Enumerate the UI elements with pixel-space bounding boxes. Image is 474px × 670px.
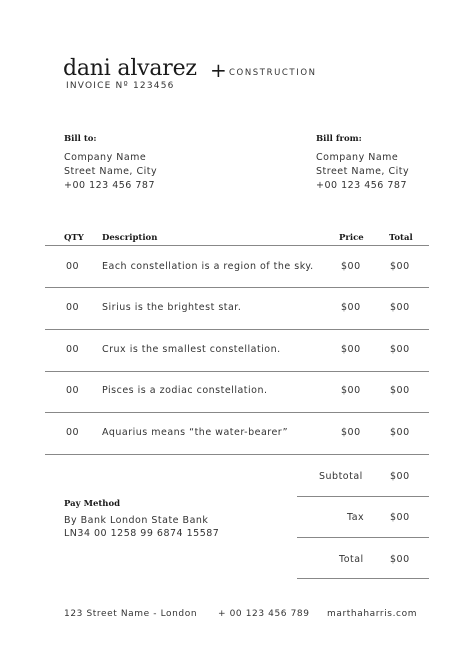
row-description: Crux is the smallest constellation. [102, 344, 281, 355]
row-qty: 00 [66, 261, 80, 272]
brand-name: dani alvarez [63, 56, 197, 81]
bill-from-company: Company Name [316, 152, 399, 163]
subtotal-value: $00 [390, 471, 410, 482]
row-price: $00 [341, 261, 361, 272]
row-price: $00 [341, 344, 361, 355]
column-header-description: Description [102, 233, 158, 243]
row-qty: 00 [66, 344, 80, 355]
totals-divider [297, 496, 429, 497]
tax-value: $00 [390, 512, 410, 523]
row-divider [45, 287, 429, 288]
table-row [45, 289, 429, 330]
table-header-divider [45, 245, 429, 246]
total-value: $00 [390, 554, 410, 565]
invoice-number: INVOICE Nº 123456 [66, 81, 175, 91]
total-label: Total [339, 554, 364, 565]
row-total: $00 [390, 302, 410, 313]
row-qty: 00 [66, 385, 80, 396]
bill-from-heading: Bill from: [316, 134, 362, 144]
brand-plus-sign: + [210, 58, 227, 82]
pay-method-heading: Pay Method [64, 499, 121, 509]
row-total: $00 [390, 261, 410, 272]
row-description: Sirius is the brightest star. [102, 302, 242, 313]
totals-bottom-divider [297, 578, 429, 579]
bill-from-street: Street Name, City [316, 166, 410, 177]
row-total: $00 [390, 427, 410, 438]
row-price: $00 [341, 385, 361, 396]
column-header-qty: QTY [64, 233, 84, 243]
row-description: Aquarius means “the water-bearer” [102, 427, 289, 438]
row-divider [45, 412, 429, 413]
bill-from-phone: +00 123 456 787 [316, 180, 408, 191]
footer-phone[interactable]: + 00 123 456 789 [218, 609, 310, 619]
row-divider [45, 329, 429, 330]
table-row [45, 248, 429, 289]
row-description: Pisces is a zodiac constellation. [102, 385, 268, 396]
subtotal-label: Subtotal [319, 471, 363, 482]
row-qty: 00 [66, 427, 80, 438]
pay-method-bank: By Bank London State Bank [64, 515, 209, 526]
row-qty: 00 [66, 302, 80, 313]
pay-method-account: LN34 00 1258 99 6874 15587 [64, 528, 220, 539]
footer-address: 123 Street Name - London [64, 609, 198, 619]
bill-to-street: Street Name, City [64, 166, 158, 177]
bill-to-phone: +00 123 456 787 [64, 180, 156, 191]
row-price: $00 [341, 427, 361, 438]
table-row [45, 414, 429, 455]
row-total: $00 [390, 344, 410, 355]
table-row [45, 372, 429, 413]
brand-suffix: CONSTRUCTION [229, 68, 317, 78]
bill-to-company: Company Name [64, 152, 147, 163]
bill-to-heading: Bill to: [64, 134, 97, 144]
tax-label: Tax [347, 512, 365, 523]
row-description: Each constellation is a region of the sky. [102, 261, 314, 272]
totals-divider [297, 537, 429, 538]
footer-website-link[interactable]: marthaharris.com [327, 609, 418, 619]
table-row [45, 331, 429, 372]
row-price: $00 [341, 302, 361, 313]
column-header-price: Price [339, 233, 364, 243]
column-header-total: Total [389, 233, 413, 243]
row-total: $00 [390, 385, 410, 396]
table-bottom-divider [45, 454, 429, 455]
